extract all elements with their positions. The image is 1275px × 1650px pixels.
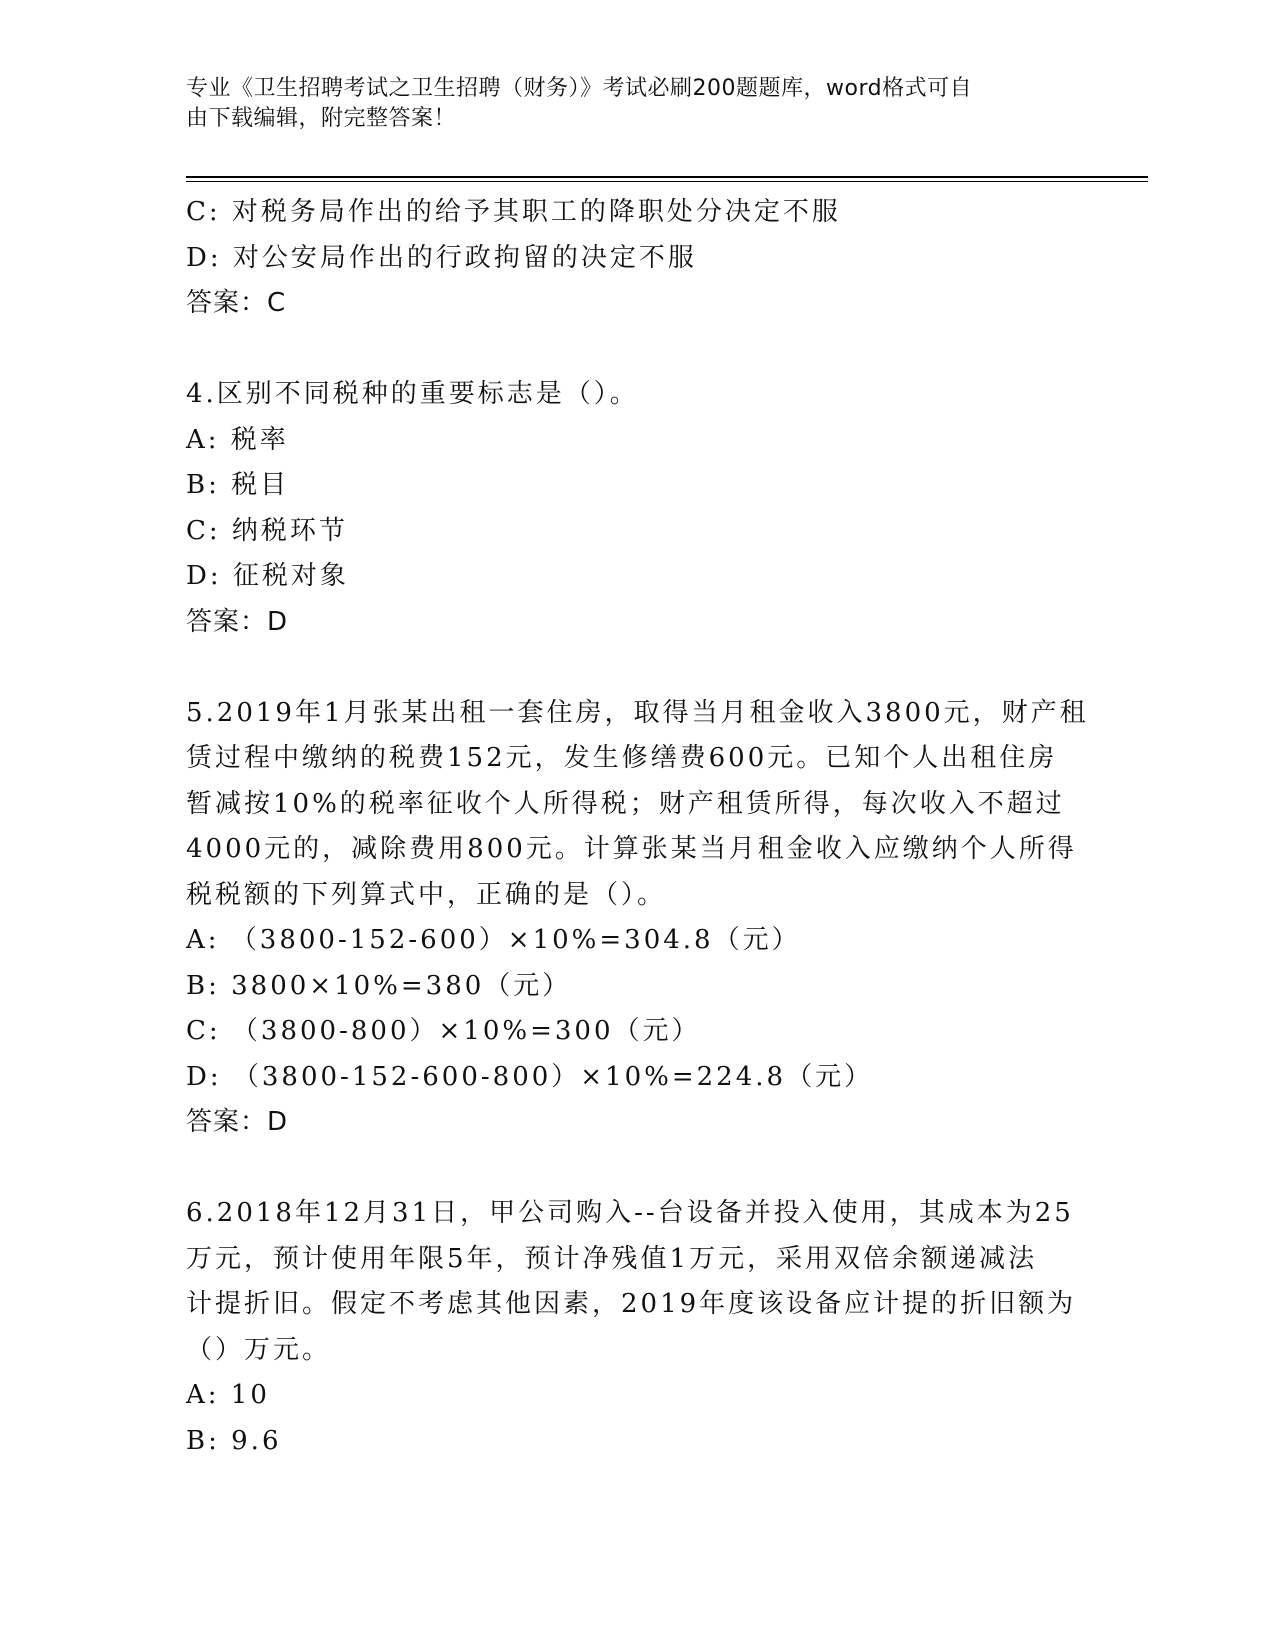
question-stem-line: （）万元。 [186, 1334, 332, 1365]
document-header [186, 74, 1066, 134]
question-3-continued [186, 190, 1086, 327]
header-rule-thin [186, 181, 1148, 182]
option-c: C: 对税务局作出的给予其职工的降职处分决定不服 [186, 197, 841, 227]
option-b: B: 3800×10%=380（元） [186, 970, 572, 1001]
question-stem-line: 4000元的，减除费用800元。计算张某当月租金收入应缴纳个人所得 [186, 834, 1077, 864]
answer: 答案：C [186, 288, 287, 318]
question-stem-line: 6.2018年12月31日，甲公司购入--台设备并投入使用，其成本为25 [186, 1198, 1074, 1228]
question-6 [186, 1191, 1086, 1464]
option-b: B: 9.6 [186, 1425, 282, 1456]
header-rule-thick [186, 176, 1148, 178]
spacer [186, 645, 1086, 691]
option-c: C: 纳税环节 [186, 515, 348, 546]
option-b: B: 税目 [186, 470, 290, 500]
spacer [186, 327, 1086, 373]
question-5 [186, 691, 1089, 1146]
option-a: A: 税率 [186, 424, 289, 455]
question-4 [186, 372, 1086, 645]
question-stem-line: 税税额的下列算式中，正确的是（）。 [186, 879, 667, 910]
header-line-2: 由下载编辑，附完整答案！ [186, 106, 457, 131]
question-stem-line: 万元，预计使用年限5年，预计净残值1万元，采用双倍余额递减法 [186, 1243, 1038, 1274]
question-stem: 4.区别不同税种的重要标志是（）。 [186, 379, 639, 409]
header-line-1: 专业《卫生招聘考试之卫生招聘（财务）》考试必刷200题题库，word格式可自 [186, 76, 973, 101]
question-stem-line: 赁过程中缴纳的税费152元，发生修缮费600元。已知个人出租住房 [186, 743, 1058, 773]
question-stem-line: 计提折旧。假定不考虑其他因素，2019年度该设备应计提的折旧额为 [186, 1289, 1077, 1319]
option-d: D: 对公安局作出的行政拘留的决定不服 [186, 242, 697, 273]
answer: 答案：D [186, 1107, 289, 1137]
option-c: C: （3800-800）×10%=300（元） [186, 1016, 701, 1046]
option-d: D: 征税对象 [186, 561, 349, 591]
question-stem-line: 暂减按10%的税率征收个人所得税；财产租赁所得，每次收入不超过 [186, 788, 1065, 819]
answer: 答案：D [186, 606, 289, 637]
spacer [186, 1146, 1086, 1192]
option-a: A: 10 [186, 1380, 270, 1410]
question-stem-line: 5.2019年1月张某出租一套住房，取得当月租金收入3800元，财产租 [186, 697, 1089, 728]
option-d: D: （3800-152-600-800）×10%=224.8（元） [186, 1061, 874, 1092]
question-list [186, 190, 1089, 1464]
option-a: A: （3800-152-600）×10%=304.8（元） [186, 925, 801, 955]
